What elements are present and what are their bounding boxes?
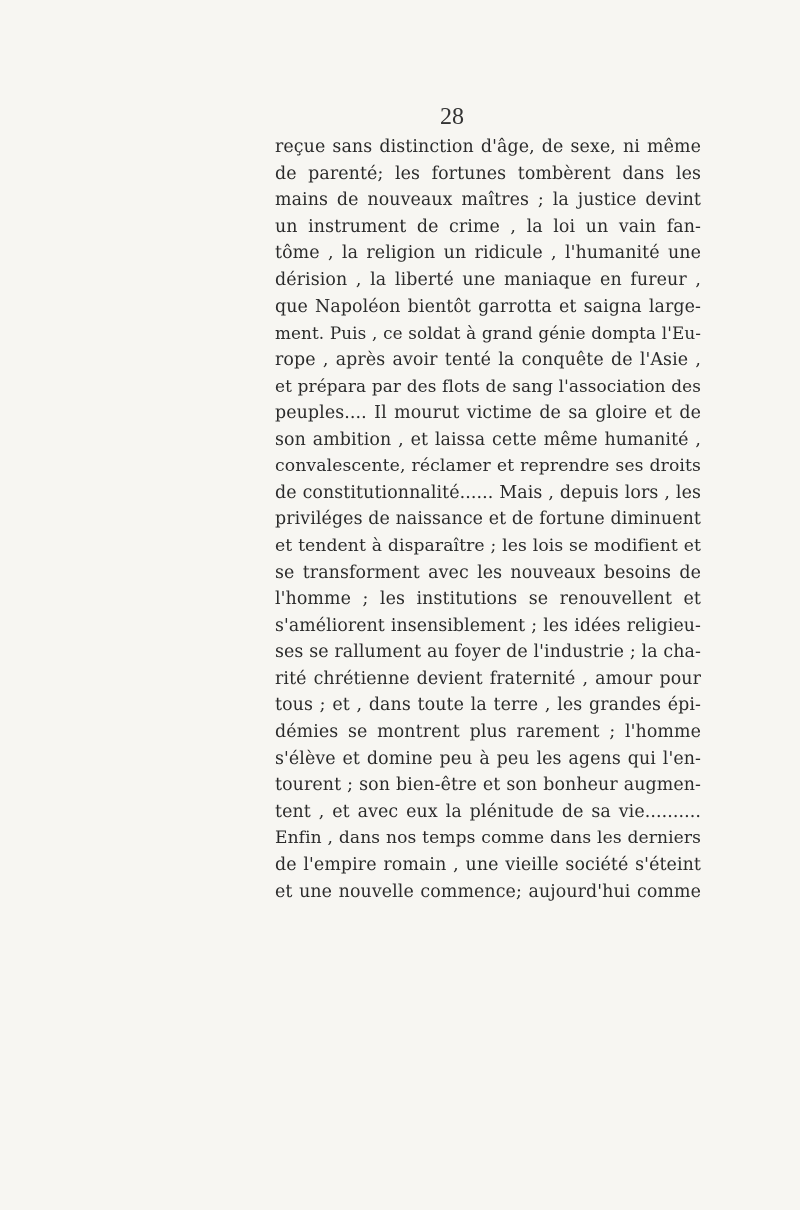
text-line: s'améliorent insensiblement ; les idées religieu- [275,615,701,636]
text-line: et une nouvelle commence; aujourd'hui comme [275,881,701,902]
text-line: et tendent à disparaître ; les lois se modifient et [275,535,701,556]
text-line: de parenté; les fortunes tombèrent dans les [275,163,701,184]
page-number: 28 [440,104,464,130]
text-line: rope , après avoir tenté la conquête de l'Asie , [275,349,701,370]
text-line: reçue sans distinction d'âge, de sexe, ni même [275,137,701,157]
text-line: convalescente, réclamer et reprendre ses droits [275,456,701,477]
text-line: de l'empire romain , une vieille société s'éteint [275,855,701,876]
text-line: dérision , la liberté une maniaque en fureur , [275,269,701,290]
text-line: ment. Puis , ce soldat à grand génie dompta l'Eu- [275,323,701,344]
text-line: se transforment avec les nouveaux besoins de [275,562,701,583]
text-line: mains de nouveaux maîtres ; la justice devint [275,190,701,211]
text-line: l'homme ; les institutions se renouvellent et [275,589,701,610]
text-line: s'élève et domine peu à peu les agens qui l'en- [275,748,701,769]
text-line: ses se rallument au foyer de l'industrie ; la cha- [275,642,701,663]
text-line: tous ; et , dans toute la terre , les grandes épi- [275,695,701,716]
text-line: Enfin , dans nos temps comme dans les derniers [275,828,701,849]
text-line: tent , et avec eux la plénitude de sa vie.......... [275,801,701,822]
text-line: démies se montrent plus rarement ; l'homme [275,722,701,743]
body-text [275,134,701,905]
text-line: de constitutionnalité...... Mais , depuis lors , les [275,482,701,503]
text-line: peuples.... Il mourut victime de sa gloire et de [275,402,701,423]
text-line: son ambition , et laissa cette même humanité , [275,429,701,450]
text-line: priviléges de naissance et de fortune diminuent [275,509,701,530]
text-line: que Napoléon bientôt garrotta et saigna large- [275,296,701,317]
text-line: tourent ; son bien-être et son bonheur augmen- [275,775,701,796]
text-line: et prépara par des flots de sang l'association des [275,376,701,397]
text-line: tôme , la religion un ridicule , l'humanité une [275,243,701,264]
text-line: rité chrétienne devient fraternité , amour pour [275,668,701,689]
text-line: un instrument de crime , la loi un vain fan- [275,216,701,237]
